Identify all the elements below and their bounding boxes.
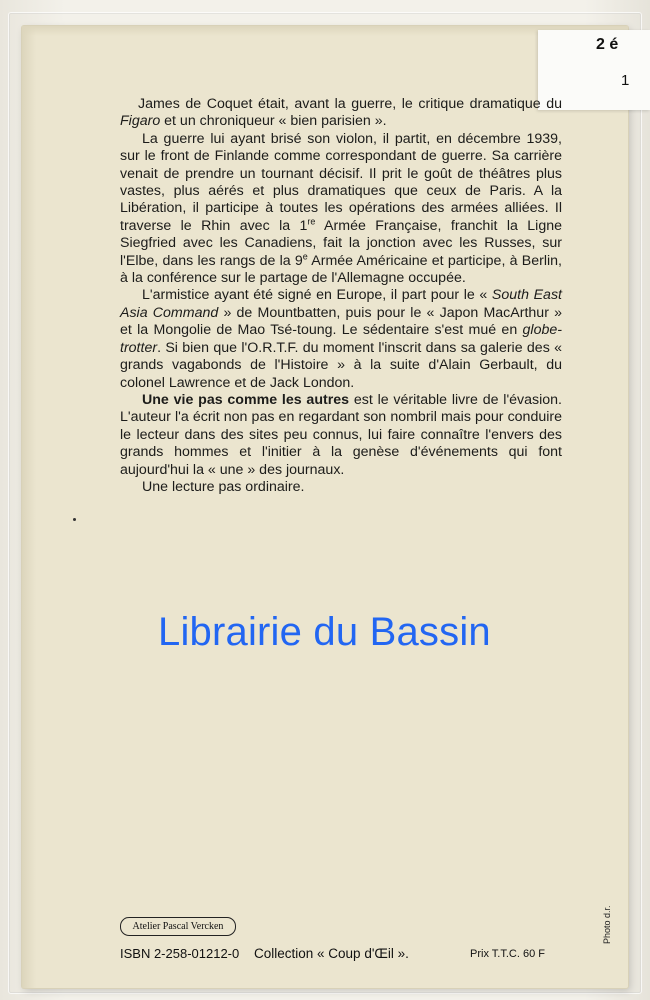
ink-dot <box>73 518 76 521</box>
paragraph-3: L'armistice ayant été signé en Europe, il part pour le « South East Asia Command » de Mountbatten, puis pour le « Japon MacArthur » et la Mongolie de Mao Tsé-toung. Le sédentaire s'est mué en globe-trotter. Si bien que l'O.R.T.F. du moment l'inscrit dans sa galerie des « grands vagabonds de l'Histoire » à la suite d'Alain Gerbault, du colonel Lawrence et de Jack London. <box>120 287 562 391</box>
watermark-text: Librairie du Bassin <box>158 610 491 654</box>
footer <box>120 946 580 966</box>
collection-name: Collection « Coup d'Œil ». <box>254 946 409 961</box>
price: Prix T.T.C. 60 F <box>470 948 545 960</box>
photo-credit: Photo d.r. <box>602 905 612 944</box>
sticker-text-2: 1 <box>621 72 630 89</box>
paragraph-5: Une lecture pas ordinaire. <box>142 478 305 495</box>
paragraph-2: La guerre lui ayant brisé son violon, il partit, en décembre 1939, sur le front de Finlande comme correspondant de guerre. Sa carrière venait de prendre un tournant décisif. Il prit le goût de théâtres plus vastes, plus aérés et plus dramatiques que ceux de Paris. A la Libération, il participe à toutes les opérations des armées alliées. Il traverse le Rhin avec la 1re Armée Française, franchit la Ligne Siegfried avec les Canadiens, fait la jonction avec les Russes, sur l'Elbe, dans les rangs de la 9e Armée Américaine et participe, à Berlin, à la conférence sur le partage de l'Allemagne occupée. <box>120 130 562 287</box>
paragraph-1: James de Coquet était, avant la guerre, le critique dramatique du Figaro et un chroniqueur « bien parisien ». <box>120 96 562 130</box>
paragraph-4: Une vie pas comme les autres est le véritable livre de l'évasion. L'auteur l'a écrit non pas en regardant son nombril mais pour conduire le lecteur dans des sites peu connus, lui faire connaître l'envers des grands hommes et l'initier à la genèse d'événements qui font aujourd'hui la « une » des journaux. <box>120 391 562 478</box>
isbn: ISBN 2-258-01212-0 <box>120 946 240 961</box>
atelier-logo: Atelier Pascal Vercken <box>120 917 236 936</box>
sticker-text-1: 2 é <box>596 36 619 53</box>
blurb-text <box>120 96 562 496</box>
